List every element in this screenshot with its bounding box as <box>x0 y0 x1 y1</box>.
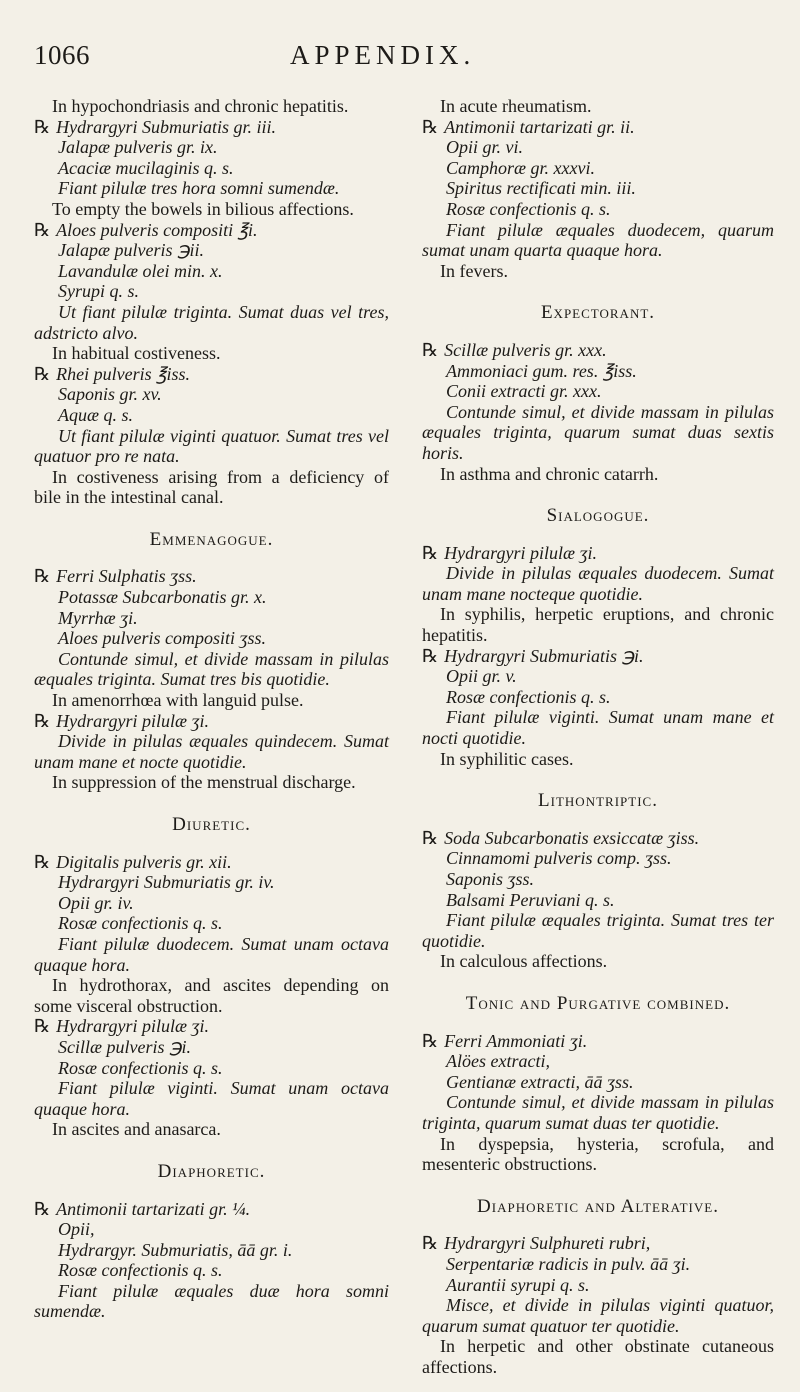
ingredient: Conii extracti gr. xxx. <box>446 381 602 402</box>
section-intro: In syphilitic cases. <box>440 748 574 769</box>
ingredient: Hydrargyr. Submuriatis, āā gr. i. <box>58 1239 293 1260</box>
ingredient: Opii gr. v. <box>446 666 517 687</box>
prescription-line <box>422 646 774 667</box>
prescription-line <box>34 1199 389 1220</box>
section-intro: In herpetic and other obstinate cutaneous affections. <box>422 1336 774 1377</box>
ingredient: Jalapæ pulveris ℈ii. <box>58 240 205 261</box>
directions: Contunde simul, et divide massam in pilulas æquales triginta, quarum sumat duas sextis horis. <box>422 401 774 463</box>
ingredient: Aloes pulveris compositi ℥i. <box>56 219 258 240</box>
rx-symbol: ℞ <box>422 116 439 137</box>
ingredient: Opii gr. iv. <box>58 892 134 913</box>
prescription-line <box>422 828 774 849</box>
ingredient: Opii, <box>58 1219 95 1240</box>
ingredient: Hydrargyri pilulæ ʒi. <box>56 710 209 731</box>
section-intro: In dyspepsia, hysteria, scrofula, and mesenteric obstructions. <box>422 1133 774 1175</box>
ingredient: Antimonii tartarizati gr. ¼. <box>56 1198 251 1219</box>
page-header <box>0 0 800 80</box>
rx-symbol: ℞ <box>34 1198 51 1219</box>
ingredient: Serpentariæ radicis in pulv. āā ʒi. <box>446 1253 691 1274</box>
ingredient: Rosæ confectionis q. s. <box>58 913 223 934</box>
rx-symbol: ℞ <box>34 1016 51 1037</box>
section-heading-tonic-purgative: Tonic and Purgative combined. <box>465 992 731 1014</box>
ingredient: Rosæ confectionis q. s. <box>58 1260 223 1281</box>
section-heading-sialogogue: Sialogogue. <box>546 505 650 527</box>
ingredient: Hydrargyri Submuriatis gr. iii. <box>56 116 276 137</box>
rx-symbol: ℞ <box>34 116 51 137</box>
directions: Contunde simul, et divide massam in pilulas æquales triginta. Sumat tres bis quotidie. <box>34 648 389 690</box>
directions: Fiant pilulæ æquales triginta. Sumat tres ter quotidie. <box>422 910 774 951</box>
ingredient: Digitalis pulveris gr. xii. <box>56 851 232 872</box>
prescription-line <box>422 1031 774 1052</box>
rx-symbol: ℞ <box>34 363 51 384</box>
ingredient: Lavandulæ olei min. x. <box>58 260 223 281</box>
directions: Misce, et divide in pilulas viginti quatuor, quarum sumat quatuor ter quotidie. <box>422 1295 774 1336</box>
ingredient: Scillæ pulveris ℈i. <box>58 1036 192 1057</box>
rx-symbol: ℞ <box>422 1030 439 1051</box>
rx-symbol: ℞ <box>422 1233 439 1254</box>
prescription-line <box>422 543 774 564</box>
ingredient: Jalapæ pulveris gr. ix. <box>58 137 218 158</box>
ingredient: Rhei pulveris ℥iss. <box>56 363 191 384</box>
ingredient: Myrrhæ ʒi. <box>58 607 138 628</box>
section-intro: In syphilis, herpetic eruptions, and chronic hepatitis. <box>422 604 774 646</box>
ingredient: Hydrargyri Submuriatis ℈i. <box>444 645 644 666</box>
directions: Contunde simul, et divide massam in pilulas triginta, quarum sumat duas ter quotidie. <box>422 1092 774 1133</box>
rx-symbol: ℞ <box>34 851 51 872</box>
rx-symbol: ℞ <box>422 645 439 666</box>
section-intro: In acute rheumatism. <box>440 96 592 116</box>
ingredient: Gentianæ extracti, āā ʒss. <box>446 1071 634 1092</box>
directions: Fiant pilulæ viginti. Sumat unam octava quaque hora. <box>34 1078 389 1119</box>
ingredient: Hydrargyri pilulæ ʒi. <box>444 542 597 563</box>
prescription-line <box>34 117 389 138</box>
section-heading-expectorant: Expectorant. <box>540 302 656 324</box>
ingredient: Rosæ confectionis q. s. <box>446 686 611 707</box>
rx-symbol: ℞ <box>34 566 51 587</box>
ingredient: Aquæ q. s. <box>58 404 134 425</box>
section-intro: In suppression of the menstrual discharge. <box>52 772 356 793</box>
section-intro: In habitual costiveness. <box>52 343 221 364</box>
ingredient: Hydrargyri pilulæ ʒi. <box>56 1016 209 1037</box>
ingredient: Ferri Ammoniati ʒi. <box>444 1030 588 1051</box>
ingredient: Cinnamomi pulveris comp. ʒss. <box>446 848 672 869</box>
prescription-line <box>34 852 389 873</box>
ingredient: Potassæ Subcarbonatis gr. x. <box>58 587 267 608</box>
ingredient: Aurantii syrupi q. s. <box>446 1274 590 1295</box>
rx-symbol: ℞ <box>422 339 439 360</box>
section-intro: In amenorrhœa with languid pulse. <box>52 690 304 711</box>
section-heading-emmenagogue: Emmenagogue. <box>149 528 274 550</box>
prescription-line <box>34 566 389 587</box>
prescription-line <box>422 1233 774 1254</box>
ingredient: Scillæ pulveris gr. xxx. <box>444 339 607 360</box>
ingredient: Camphoræ gr. xxxvi. <box>446 157 595 178</box>
directions: Ut fiant pilulæ viginti quatuor. Sumat tres vel quatuor pro re nata. <box>34 425 389 467</box>
prescription-line <box>34 1016 389 1037</box>
prescription-line <box>34 711 389 732</box>
directions: Fiant pilulæ tres hora somni sumendæ. <box>58 178 340 199</box>
prescription-line <box>34 364 389 385</box>
ingredient: Ammoniaci gum. res. ℥iss. <box>446 360 637 381</box>
rx-symbol: ℞ <box>422 542 439 563</box>
directions: Fiant pilulæ viginti. Sumat unam mane et nocti quotidie. <box>422 707 774 749</box>
section-intro: In fevers. <box>440 260 508 281</box>
ingredient: Acaciæ mucilaginis q. s. <box>58 157 234 178</box>
right-column <box>422 96 774 1377</box>
directions: Ut fiant pilulæ triginta. Sumat duas vel tres, adstricto alvo. <box>34 301 389 343</box>
ingredient: Antimonii tartarizati gr. ii. <box>444 116 635 137</box>
directions: Fiant pilulæ æquales duæ hora somni sumendæ. <box>34 1280 389 1322</box>
ingredient: Saponis ʒss. <box>446 869 535 889</box>
left-column <box>34 96 389 1322</box>
section-intro: In ascites and anasarca. <box>52 1119 221 1140</box>
rx-symbol: ℞ <box>34 710 51 731</box>
section-heading-diuretic: Diuretic. <box>172 814 251 835</box>
ingredient: Balsami Peruviani q. s. <box>446 889 615 910</box>
directions: Fiant pilulæ æquales duodecem, quarum sumat unam quarta quaque hora. <box>422 219 774 261</box>
ingredient: Rosæ confectionis q. s. <box>446 198 611 219</box>
section-intro: In costiveness arising from a deficiency of bile in the intestinal canal. <box>34 466 389 508</box>
ingredient: Saponis gr. xv. <box>58 384 162 405</box>
ingredient: Hydrargyri Sulphureti rubri, <box>444 1233 651 1254</box>
prescription-line <box>422 340 774 361</box>
directions: Divide in pilulas æquales quindecem. Sumat unam mane et nocte quotidie. <box>34 731 389 772</box>
directions: Divide in pilulas æquales duodecem. Sumat unam mane nocteque quotidie. <box>422 563 774 604</box>
prescription-line <box>422 117 774 138</box>
rx-symbol: ℞ <box>34 219 51 240</box>
ingredient: Rosæ confectionis q. s. <box>58 1057 223 1078</box>
section-intro: In hypochondriasis and chronic hepatitis. <box>52 96 349 116</box>
ingredient: Ferri Sulphatis ʒss. <box>56 566 197 587</box>
ingredient: Opii gr. vi. <box>446 137 524 158</box>
ingredient: Alöes extracti, <box>446 1051 550 1072</box>
prescription-line <box>34 220 389 241</box>
section-intro: To empty the bowels in bilious affections. <box>52 198 354 219</box>
section-heading-diaphoretic-alterative: Diaphoretic and Alterative. <box>477 1195 719 1217</box>
ingredient: Soda Subcarbonatis exsiccatæ ʒiss. <box>444 827 700 848</box>
section-intro: In asthma and chronic catarrh. <box>440 463 659 484</box>
ingredient: Syrupi q. s. <box>58 281 139 302</box>
section-heading-lithontriptic: Lithontriptic. <box>538 790 658 812</box>
ingredient: Spiritus rectificati min. iii. <box>446 178 636 199</box>
ingredient: Hydrargyri Submuriatis gr. iv. <box>58 872 275 893</box>
directions: Fiant pilulæ duodecem. Sumat unam octava quaque hora. <box>34 933 389 975</box>
section-intro: In hydrothorax, and ascites depending on some visceral obstruction. <box>34 975 389 1016</box>
running-head: APPENDIX. <box>290 40 476 70</box>
ingredient: Aloes pulveris compositi ʒss. <box>58 628 266 649</box>
rx-symbol: ℞ <box>422 827 439 848</box>
section-heading-diaphoretic: Diaphoretic. <box>157 1160 266 1182</box>
page-number: 1066 <box>34 40 90 70</box>
section-intro: In calculous affections. <box>440 951 608 972</box>
